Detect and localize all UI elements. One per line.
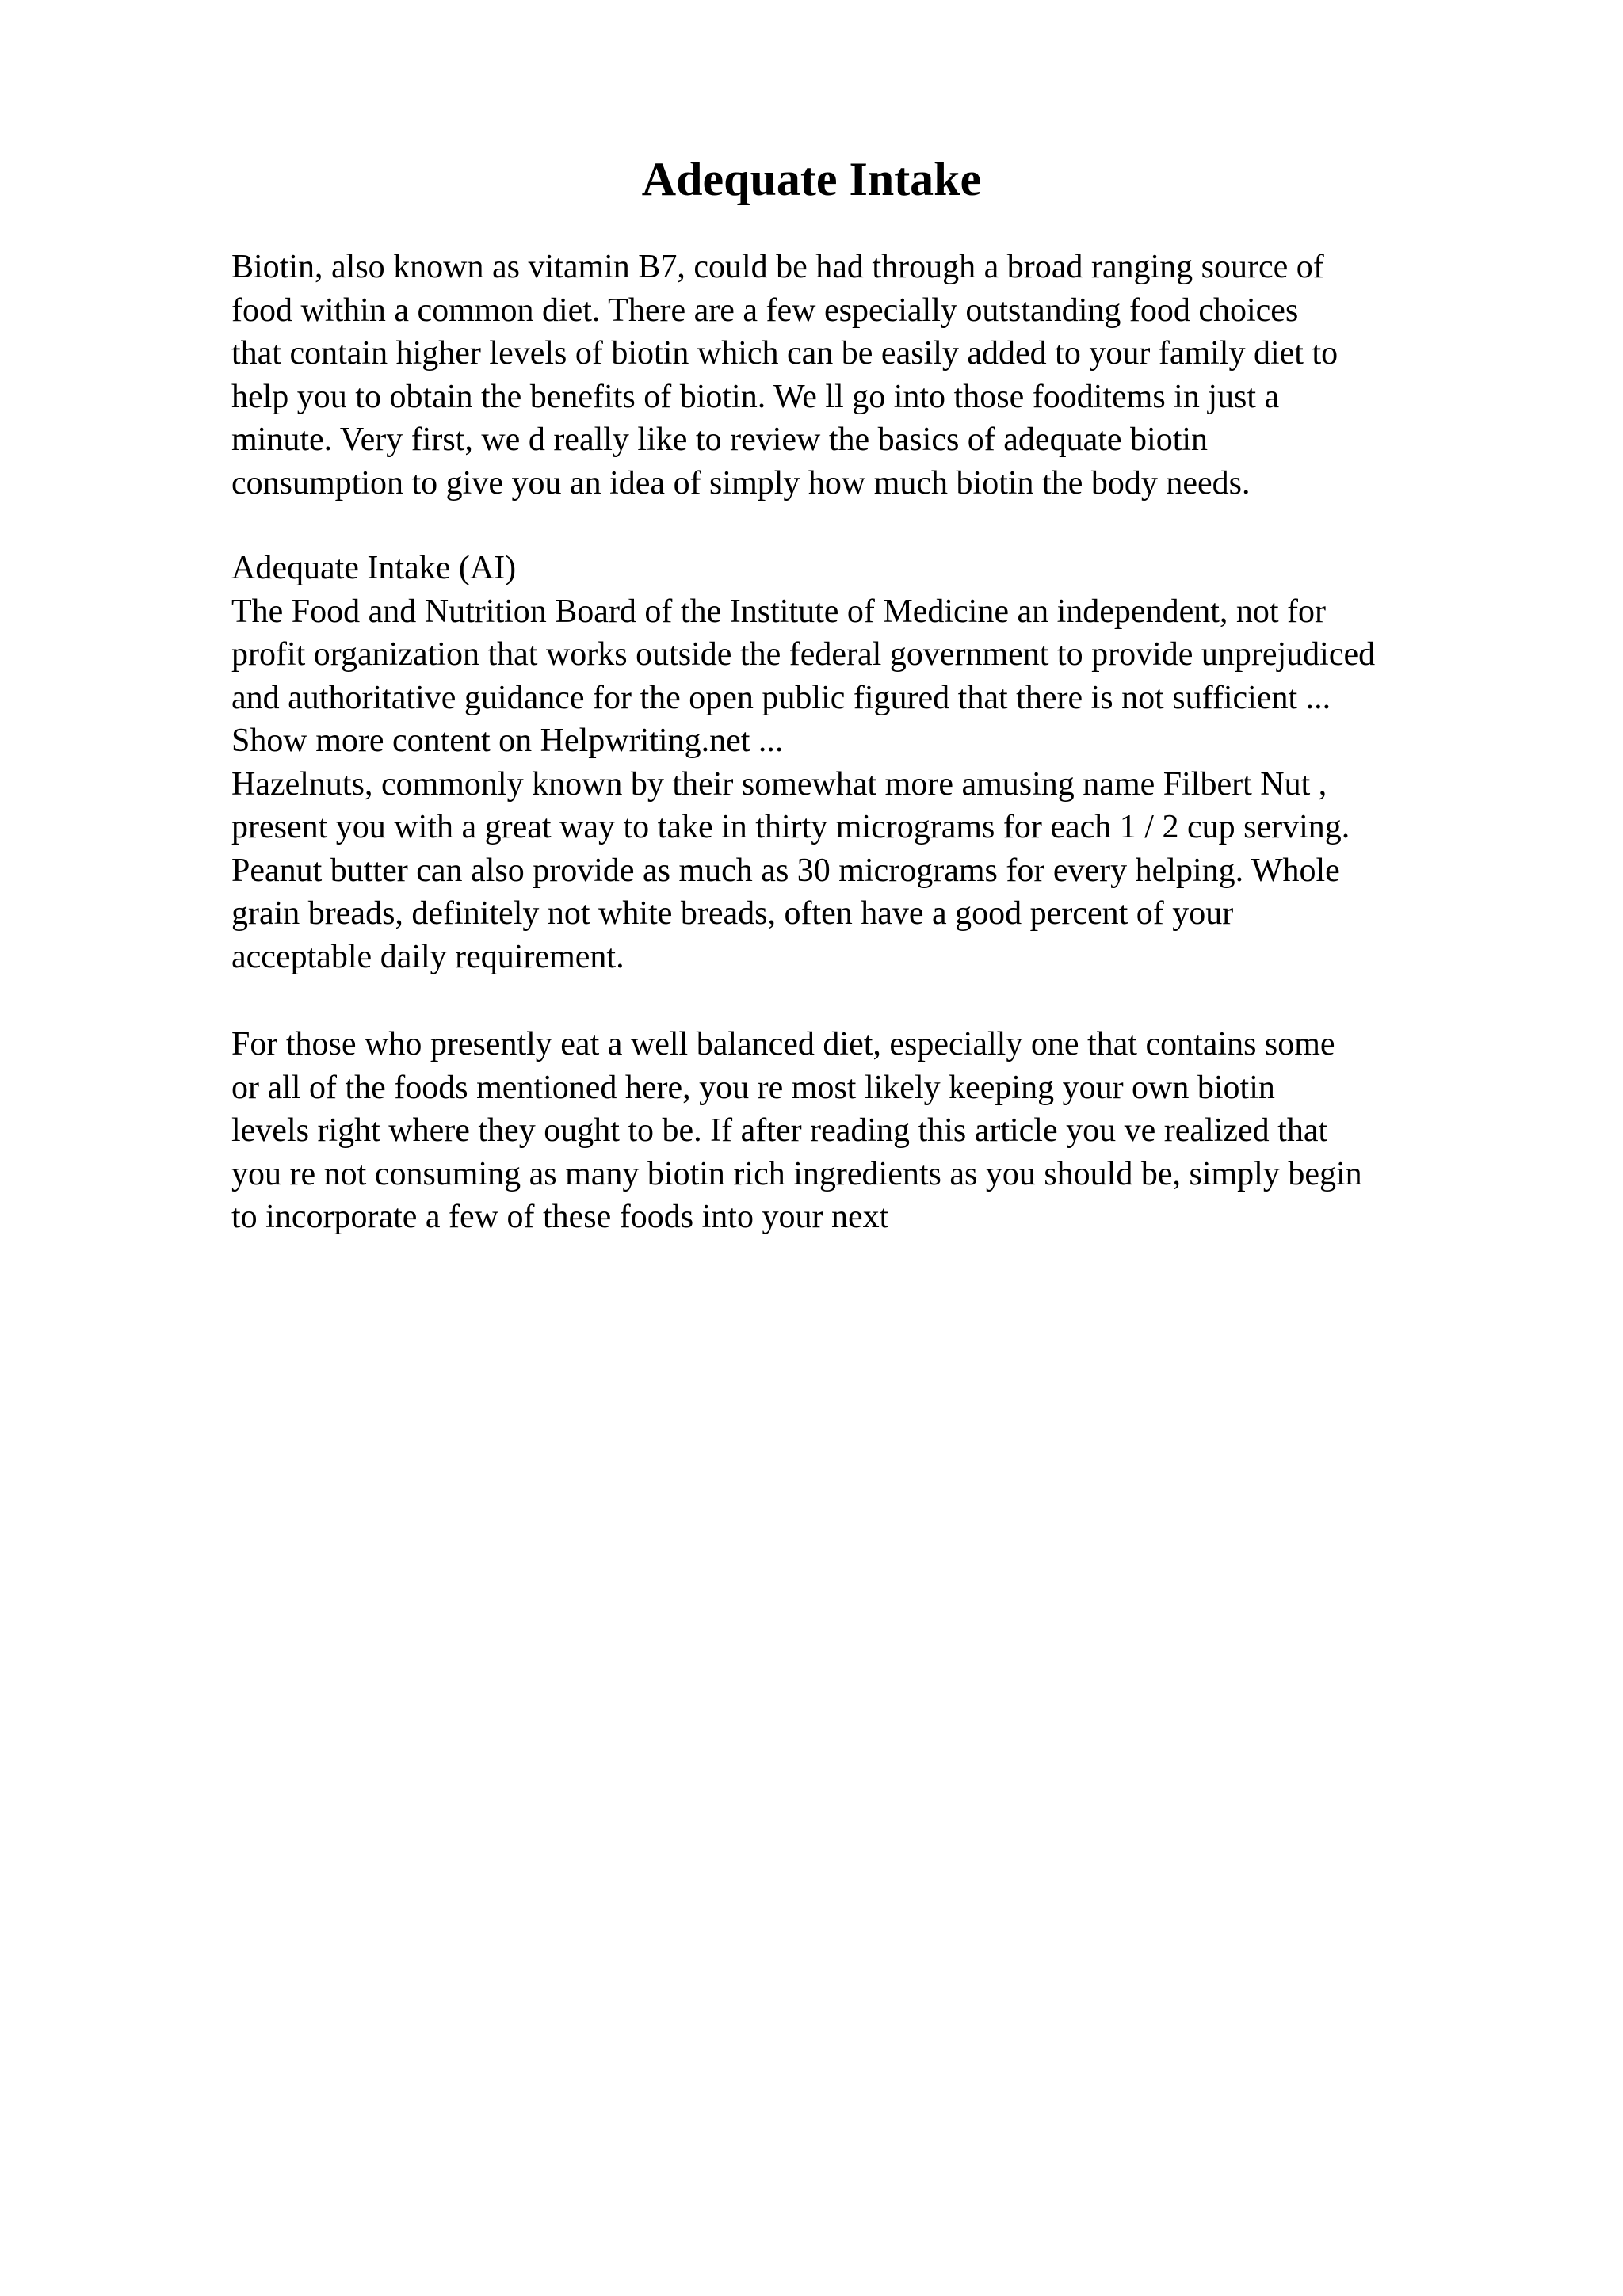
text-line: help you to obtain the benefits of biotin. We ll go into those fooditems in just a [231, 378, 1280, 415]
text-line: minute. Very first, we d really like to review the basics of adequate biotin [231, 421, 1209, 458]
document-title: Adequate Intake [641, 153, 982, 205]
text-line: that contain higher levels of biotin which can be easily added to your family diet to [231, 335, 1338, 372]
text-line: levels right where they ought to be. If after reading this article you ve realized that [231, 1112, 1328, 1149]
text-line: grain breads, definitely not white breads, often have a good percent of your [231, 895, 1234, 932]
text-line: For those who presently eat a well balanced diet, especially one that contains some [231, 1026, 1335, 1062]
text-line: consumption to give you an idea of simply how much biotin the body needs. [231, 464, 1251, 502]
text-line: profit organization that works outside the federal government to provide unprejudiced [231, 636, 1376, 673]
adequate-intake-section [231, 547, 1594, 978]
text-line: to incorporate a few of these foods into your next [231, 1199, 889, 1235]
text-line: acceptable daily requirement. [231, 938, 624, 975]
text-line: present you with a great way to take in thirty micrograms for each 1 / 2 cup serving. [231, 809, 1350, 845]
text-line: you re not consuming as many biotin rich ingredients as you should be, simply begin [231, 1155, 1362, 1192]
text-line: and authoritative guidance for the open public figured that there is not sufficient ... [231, 679, 1331, 716]
text-line: Hazelnuts, commonly known by their somewhat more amusing name Filbert Nut , [231, 765, 1327, 803]
section-heading: Adequate Intake (AI) [231, 550, 517, 586]
text-line: The Food and Nutrition Board of the Institute of Medicine an independent, not for [231, 593, 1327, 630]
text-line: food within a common diet. There are a few especially outstanding food choices [231, 292, 1299, 329]
closing-paragraph [231, 1023, 1594, 1239]
text-line: or all of the foods mentioned here, you re most likely keeping your own biotin [231, 1069, 1275, 1106]
text-line: Peanut butter can also provide as much as 30 micrograms for every helping. Whole [231, 852, 1340, 889]
text-line: Biotin, also known as vitamin B7, could be had through a broad ranging source of [231, 249, 1324, 285]
show-more-line: Show more content on Helpwriting.net ... [231, 723, 784, 759]
intro-paragraph [231, 246, 1594, 505]
